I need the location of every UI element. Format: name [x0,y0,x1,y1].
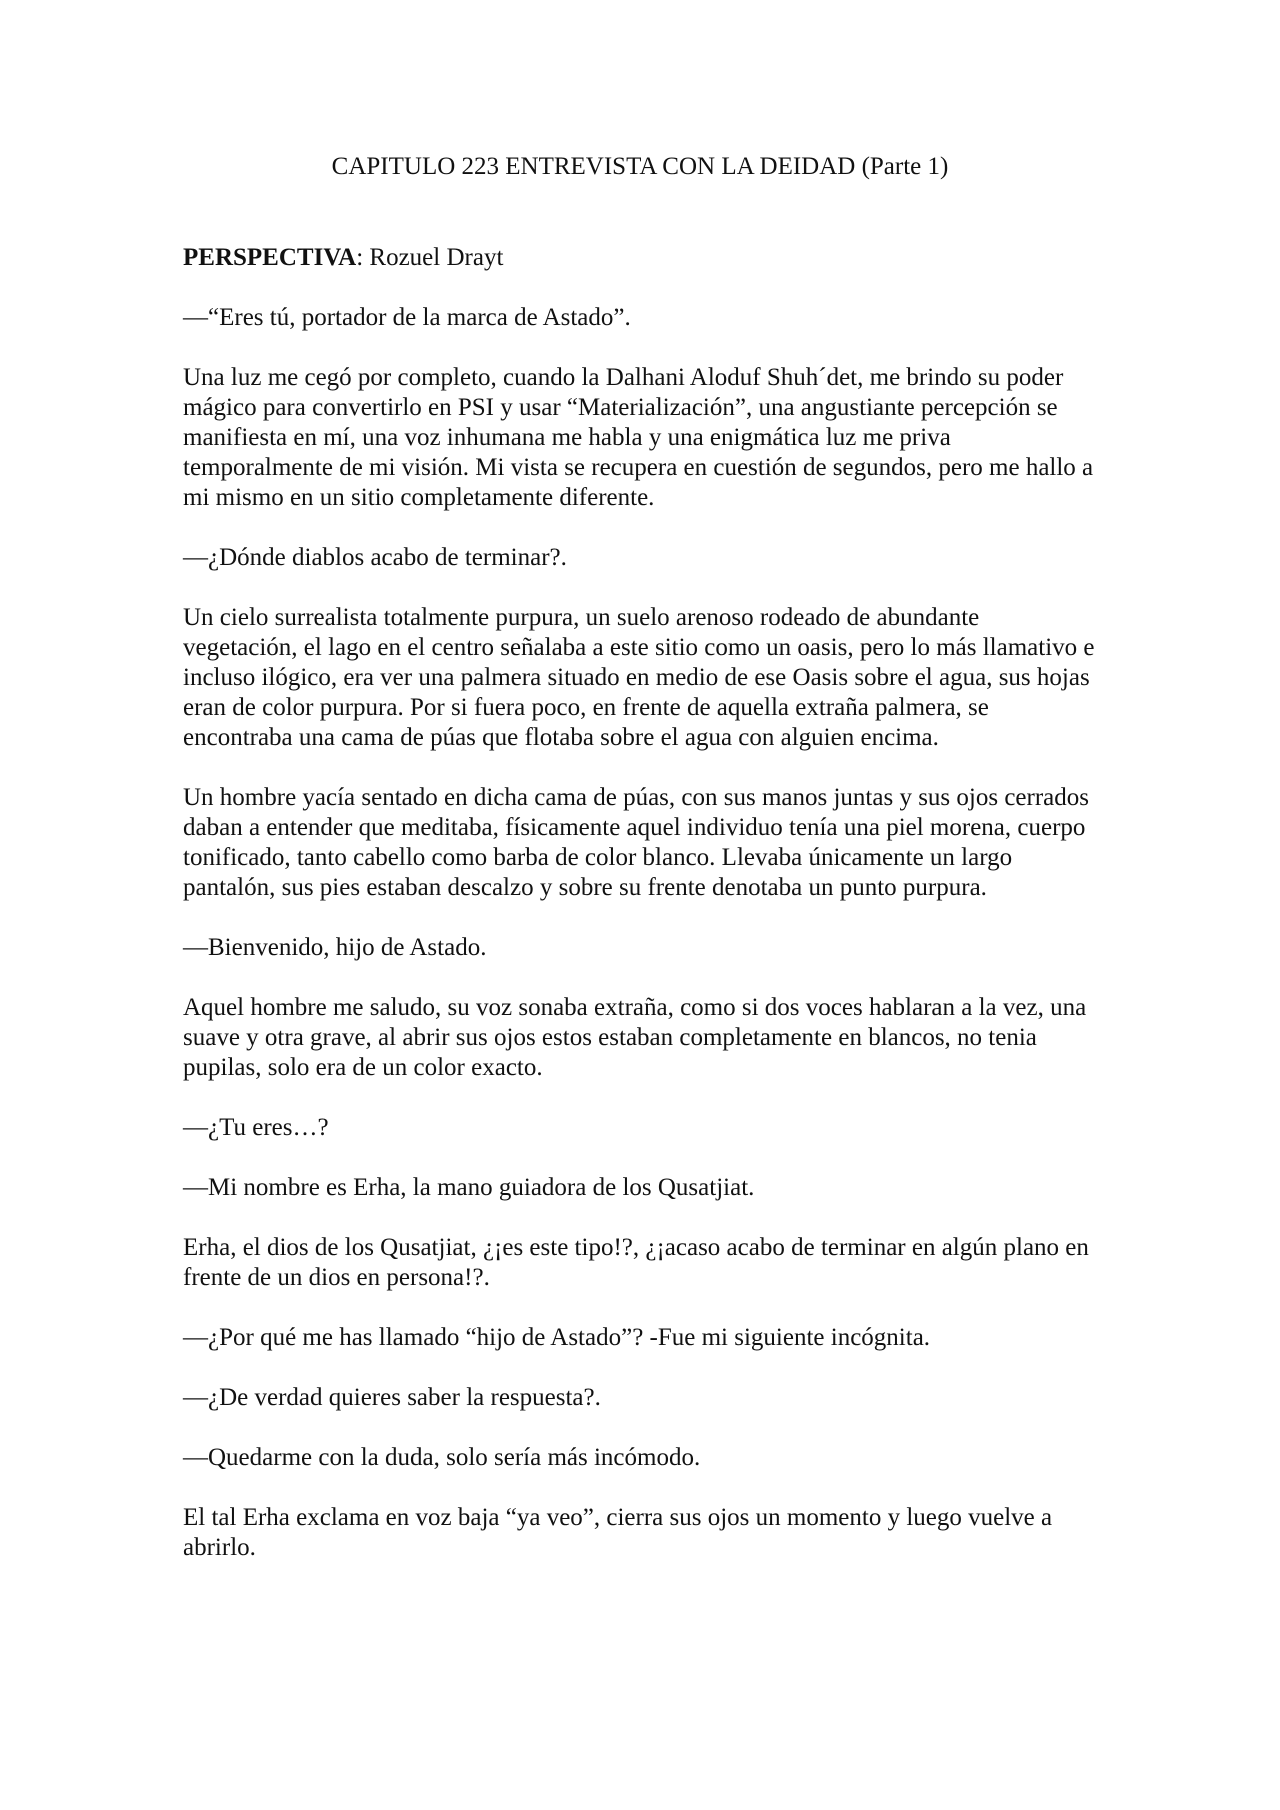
document-body [183,243,1100,1593]
paragraph-14: El tal Erha exclama en voz baja “ya veo”, cierra sus ojos un momento y luego vuelve a abrirlo. [183,1504,1053,1561]
paragraph-5: Un hombre yacía sentado en dicha cama de púas, con sus manos juntas y sus ojos cerrados daban a entender que meditaba, físicamente aquel individuo tenía una piel morena, cuerpo tonificado, tanto cabello como barba de color blanco. Llevaba únicamente un largo pantalón, sus pies estaban descalzo y sobre su frente denotaba un punto purpura. [183,784,1090,901]
chapter-title: CAPITULO 223 ENTREVISTA CON LA DEIDAD (Parte 1) [331,153,949,180]
paragraph-2: Una luz me cegó por completo, cuando la Dalhani Aloduf Shuh´det, me brindo su poder mágico para convertirlo en PSI y usar “Materialización”, una angustiante percepción se manifiesta en mí, una voz inhumana me habla y una enigmática luz me priva temporalmente de mi visión. Mi vista se recupera en cuestión de segundos, pero me hallo a mi mismo en un sitio completamente diferente. [183,364,1094,511]
paragraph-10: Erha, el dios de los Qusatjiat, ¿¡es este tipo!?, ¿¡acaso acabo de terminar en algún plano en frente de un dios en persona!?. [183,1234,1089,1291]
perspective-name: Rozuel Drayt [369,244,504,271]
paragraph-9: —Mi nombre es Erha, la mano guiadora de los Qusatjiat. [183,1174,755,1201]
paragraph-3: —¿Dónde diablos acabo de terminar?. [183,544,567,571]
paragraph-4: Un cielo surrealista totalmente purpura, un suelo arenoso rodeado de abundante vegetación, el lago en el centro señalaba a este sitio como un oasis, pero lo más llamativo e incluso ilógico, era ver una palmera situado en medio de ese Oasis sobre el agua, sus hojas eran de color purpura. Por si fuera poco, en frente de aquella extraña palmera, se encontraba una cama de púas que flotaba sobre el agua con alguien encima. [183,604,1095,751]
paragraph-1: —“Eres tú, portador de la marca de Astado”. [183,304,631,331]
paragraph-7: Aquel hombre me saludo, su voz sonaba extraña, como si dos voces hablaran a la vez, una suave y otra grave, al abrir sus ojos estos estaban completamente en blancos, no tenia pupilas, solo era de un color exacto. [183,994,1087,1081]
perspective-label: PERSPECTIVA [183,244,357,271]
paragraph-13: —Quedarme con la duda, solo sería más incómodo. [183,1444,701,1471]
perspective-line [183,243,1100,273]
paragraph-12: —¿De verdad quieres saber la respuesta?. [183,1384,601,1411]
perspective-separator: : [356,244,370,271]
paragraph-11: —¿Por qué me has llamado “hijo de Astado”? -Fue mi siguiente incógnita. [183,1324,931,1351]
paragraph-8: —¿Tu eres…? [183,1114,329,1141]
paragraph-6: —Bienvenido, hijo de Astado. [183,934,487,961]
